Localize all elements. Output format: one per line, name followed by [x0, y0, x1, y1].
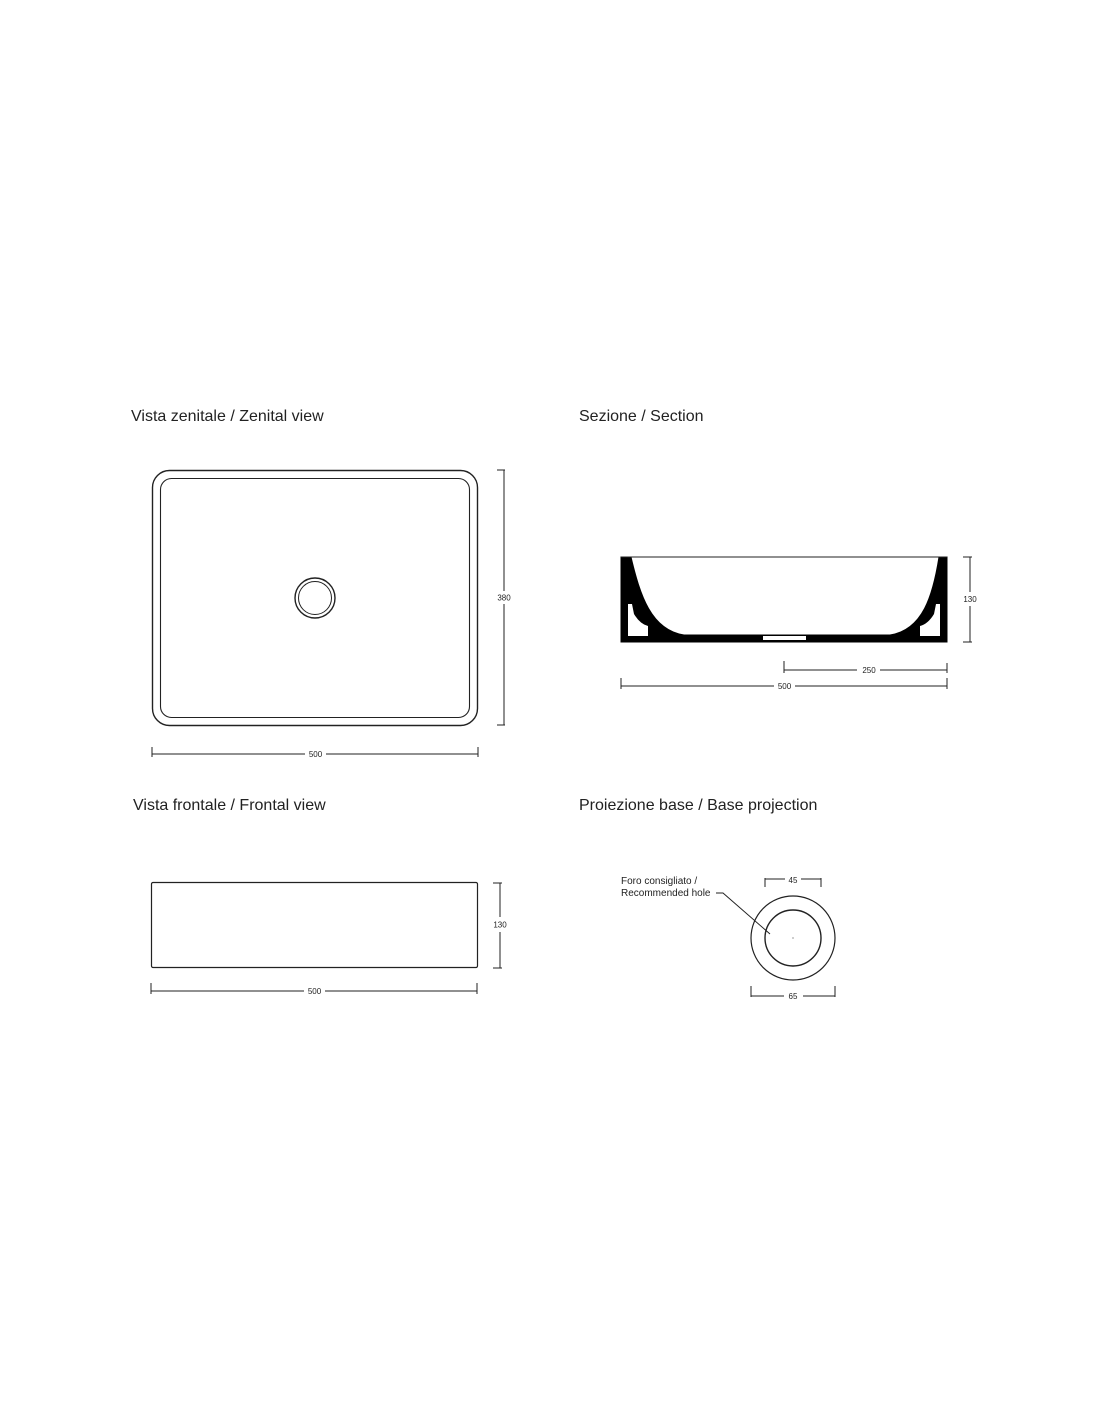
drain-outer-circle	[295, 578, 335, 618]
section-solid-body	[621, 557, 947, 642]
base-center-point	[792, 937, 793, 938]
recommended-hole-leader	[716, 893, 770, 934]
basin-outer-rim	[153, 471, 478, 726]
section-view-title: Sezione / Section	[579, 408, 704, 425]
section-half-width-label: 250	[862, 666, 876, 675]
zenital-width-label: 500	[308, 750, 323, 759]
section-drain-opening	[763, 636, 806, 640]
frontal-height-label: 130	[493, 920, 507, 930]
outer-diameter-label: 65	[788, 992, 798, 1001]
hole-diameter-label: 45	[788, 876, 798, 885]
frontal-width-label: 500	[307, 987, 322, 996]
section-view-drawing	[621, 557, 947, 642]
frontal-view-title: Vista frontale / Frontal view	[133, 797, 326, 814]
drain-inner-circle	[299, 582, 332, 615]
recommended-hole-note-line1: Foro consigliato /	[621, 876, 698, 887]
frontal-view-outline	[152, 883, 478, 968]
base-projection-title: Proiezione base / Base projection	[579, 797, 818, 814]
zenital-depth-label: 380	[497, 593, 511, 603]
zenital-view-drawing	[153, 471, 478, 726]
recommended-hole-note-line2: Recommended hole	[621, 888, 711, 899]
zenital-view-title: Vista zenitale / Zenital view	[131, 408, 324, 425]
basin-inner-edge	[161, 479, 470, 718]
section-height-label: 130	[963, 595, 977, 604]
section-width-label: 500	[777, 682, 792, 691]
